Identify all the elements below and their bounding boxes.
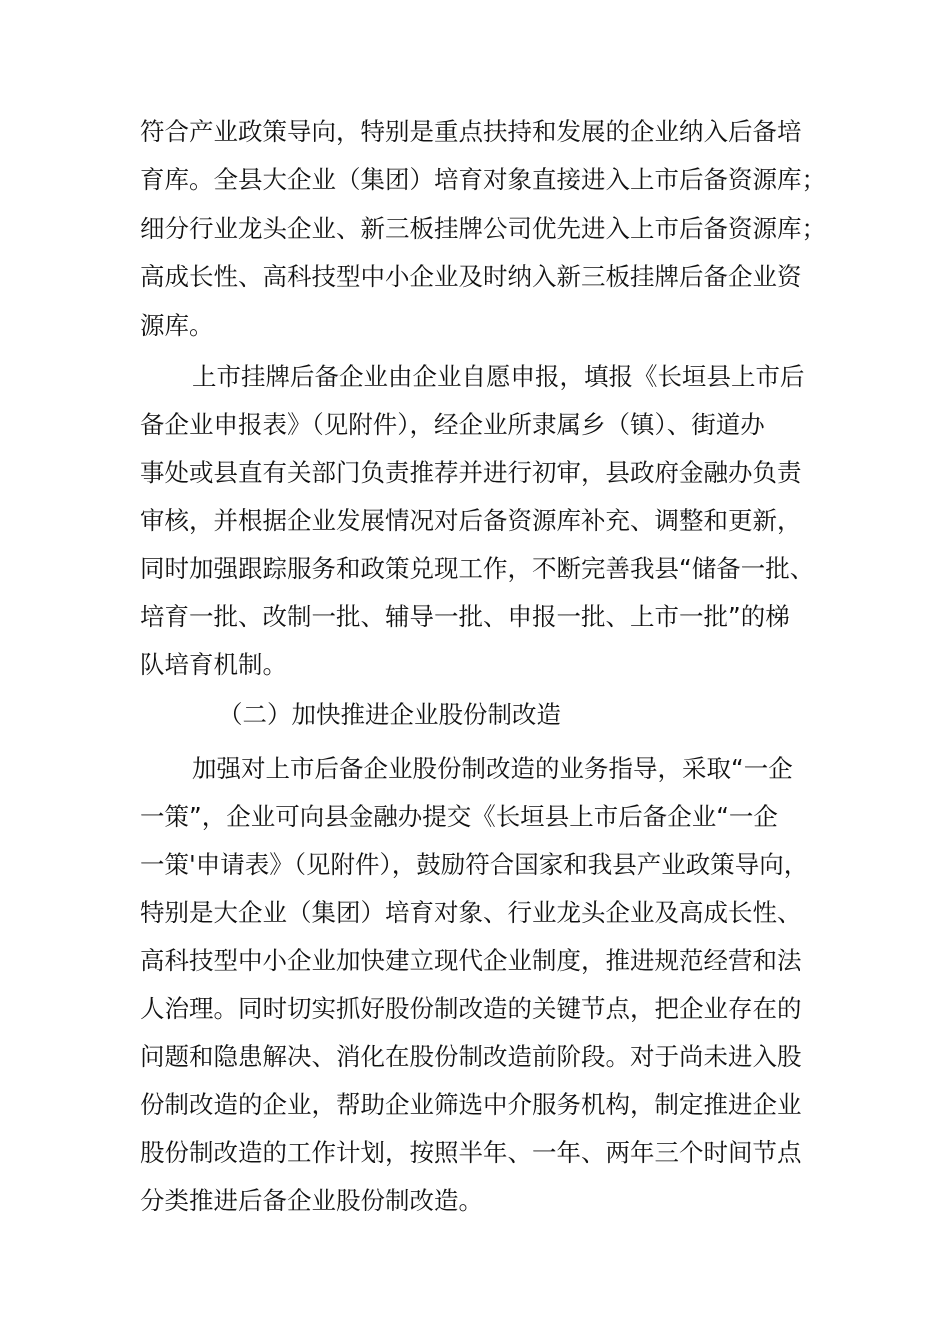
text-line-15: 一策”，企业可向县金融办提交《长垣县上市后备企业“一企 — [140, 802, 778, 831]
text-line-16: 一策'申请表》（见附件），鼓励符合国家和我县产业政策导向， — [140, 850, 809, 879]
paragraph-2-first-line: 上市挂牌后备企业由企业自愿申报，填报《长垣县上市后 — [192, 362, 805, 391]
text-line-18: 高科技型中小企业加快建立现代企业制度，推进规范经营和法 — [140, 946, 802, 975]
text-line-3: 细分行业龙头企业、新三板挂牌公司优先进入上市后备资源库； — [140, 214, 826, 243]
text-line-5: 源库。 — [140, 311, 214, 340]
text-line-8: 事处或县直有关部门负责推荐并进行初审，县政府金融办负责 — [140, 458, 802, 487]
text-line-10: 同时加强跟踪服务和政策兑现工作，不断完善我县“储备一批、 — [140, 554, 815, 583]
text-line-7: 备企业申报表》（见附件），经企业所隶属乡（镇）、街道办 — [140, 410, 765, 439]
text-line-4: 高成长性、高科技型中小企业及时纳入新三板挂牌后备企业资 — [140, 262, 802, 291]
text-line-21: 份制改造的企业，帮助企业筛选中介服务机构，制定推进企业 — [140, 1090, 802, 1119]
text-line-11: 培育一批、改制一批、辅导一批、申报一批、上市一批”的梯 — [140, 602, 790, 631]
text-line-20: 问题和隐患解决、消化在股份制改造前阶段。对于尚未进入股 — [140, 1042, 802, 1071]
section-heading: （二）加快推进企业股份制改造 — [218, 700, 561, 729]
paragraph-3-first-line: 加强对上市后备企业股份制改造的业务指导，采取“一企 — [192, 754, 793, 783]
text-line-9: 审核，并根据企业发展情况对后备资源库补充、调整和更新， — [140, 506, 802, 535]
text-line-17: 特别是大企业（集团）培育对象、行业龙头企业及高成长性、 — [140, 898, 802, 927]
text-line-1: 符合产业政策导向，特别是重点扶持和发展的企业纳入后备培 — [140, 117, 802, 146]
text-line-12: 队培育机制。 — [140, 650, 287, 679]
text-line-22: 股份制改造的工作计划，按照半年、一年、两年三个时间节点 — [140, 1138, 802, 1167]
text-line-19: 人治理。同时切实抓好股份制改造的关键节点，把企业存在的 — [140, 994, 802, 1023]
text-line-23: 分类推进后备企业股份制改造。 — [140, 1186, 483, 1215]
text-line-2: 育库。全县大企业（集团）培育对象直接进入上市后备资源库； — [140, 165, 826, 194]
